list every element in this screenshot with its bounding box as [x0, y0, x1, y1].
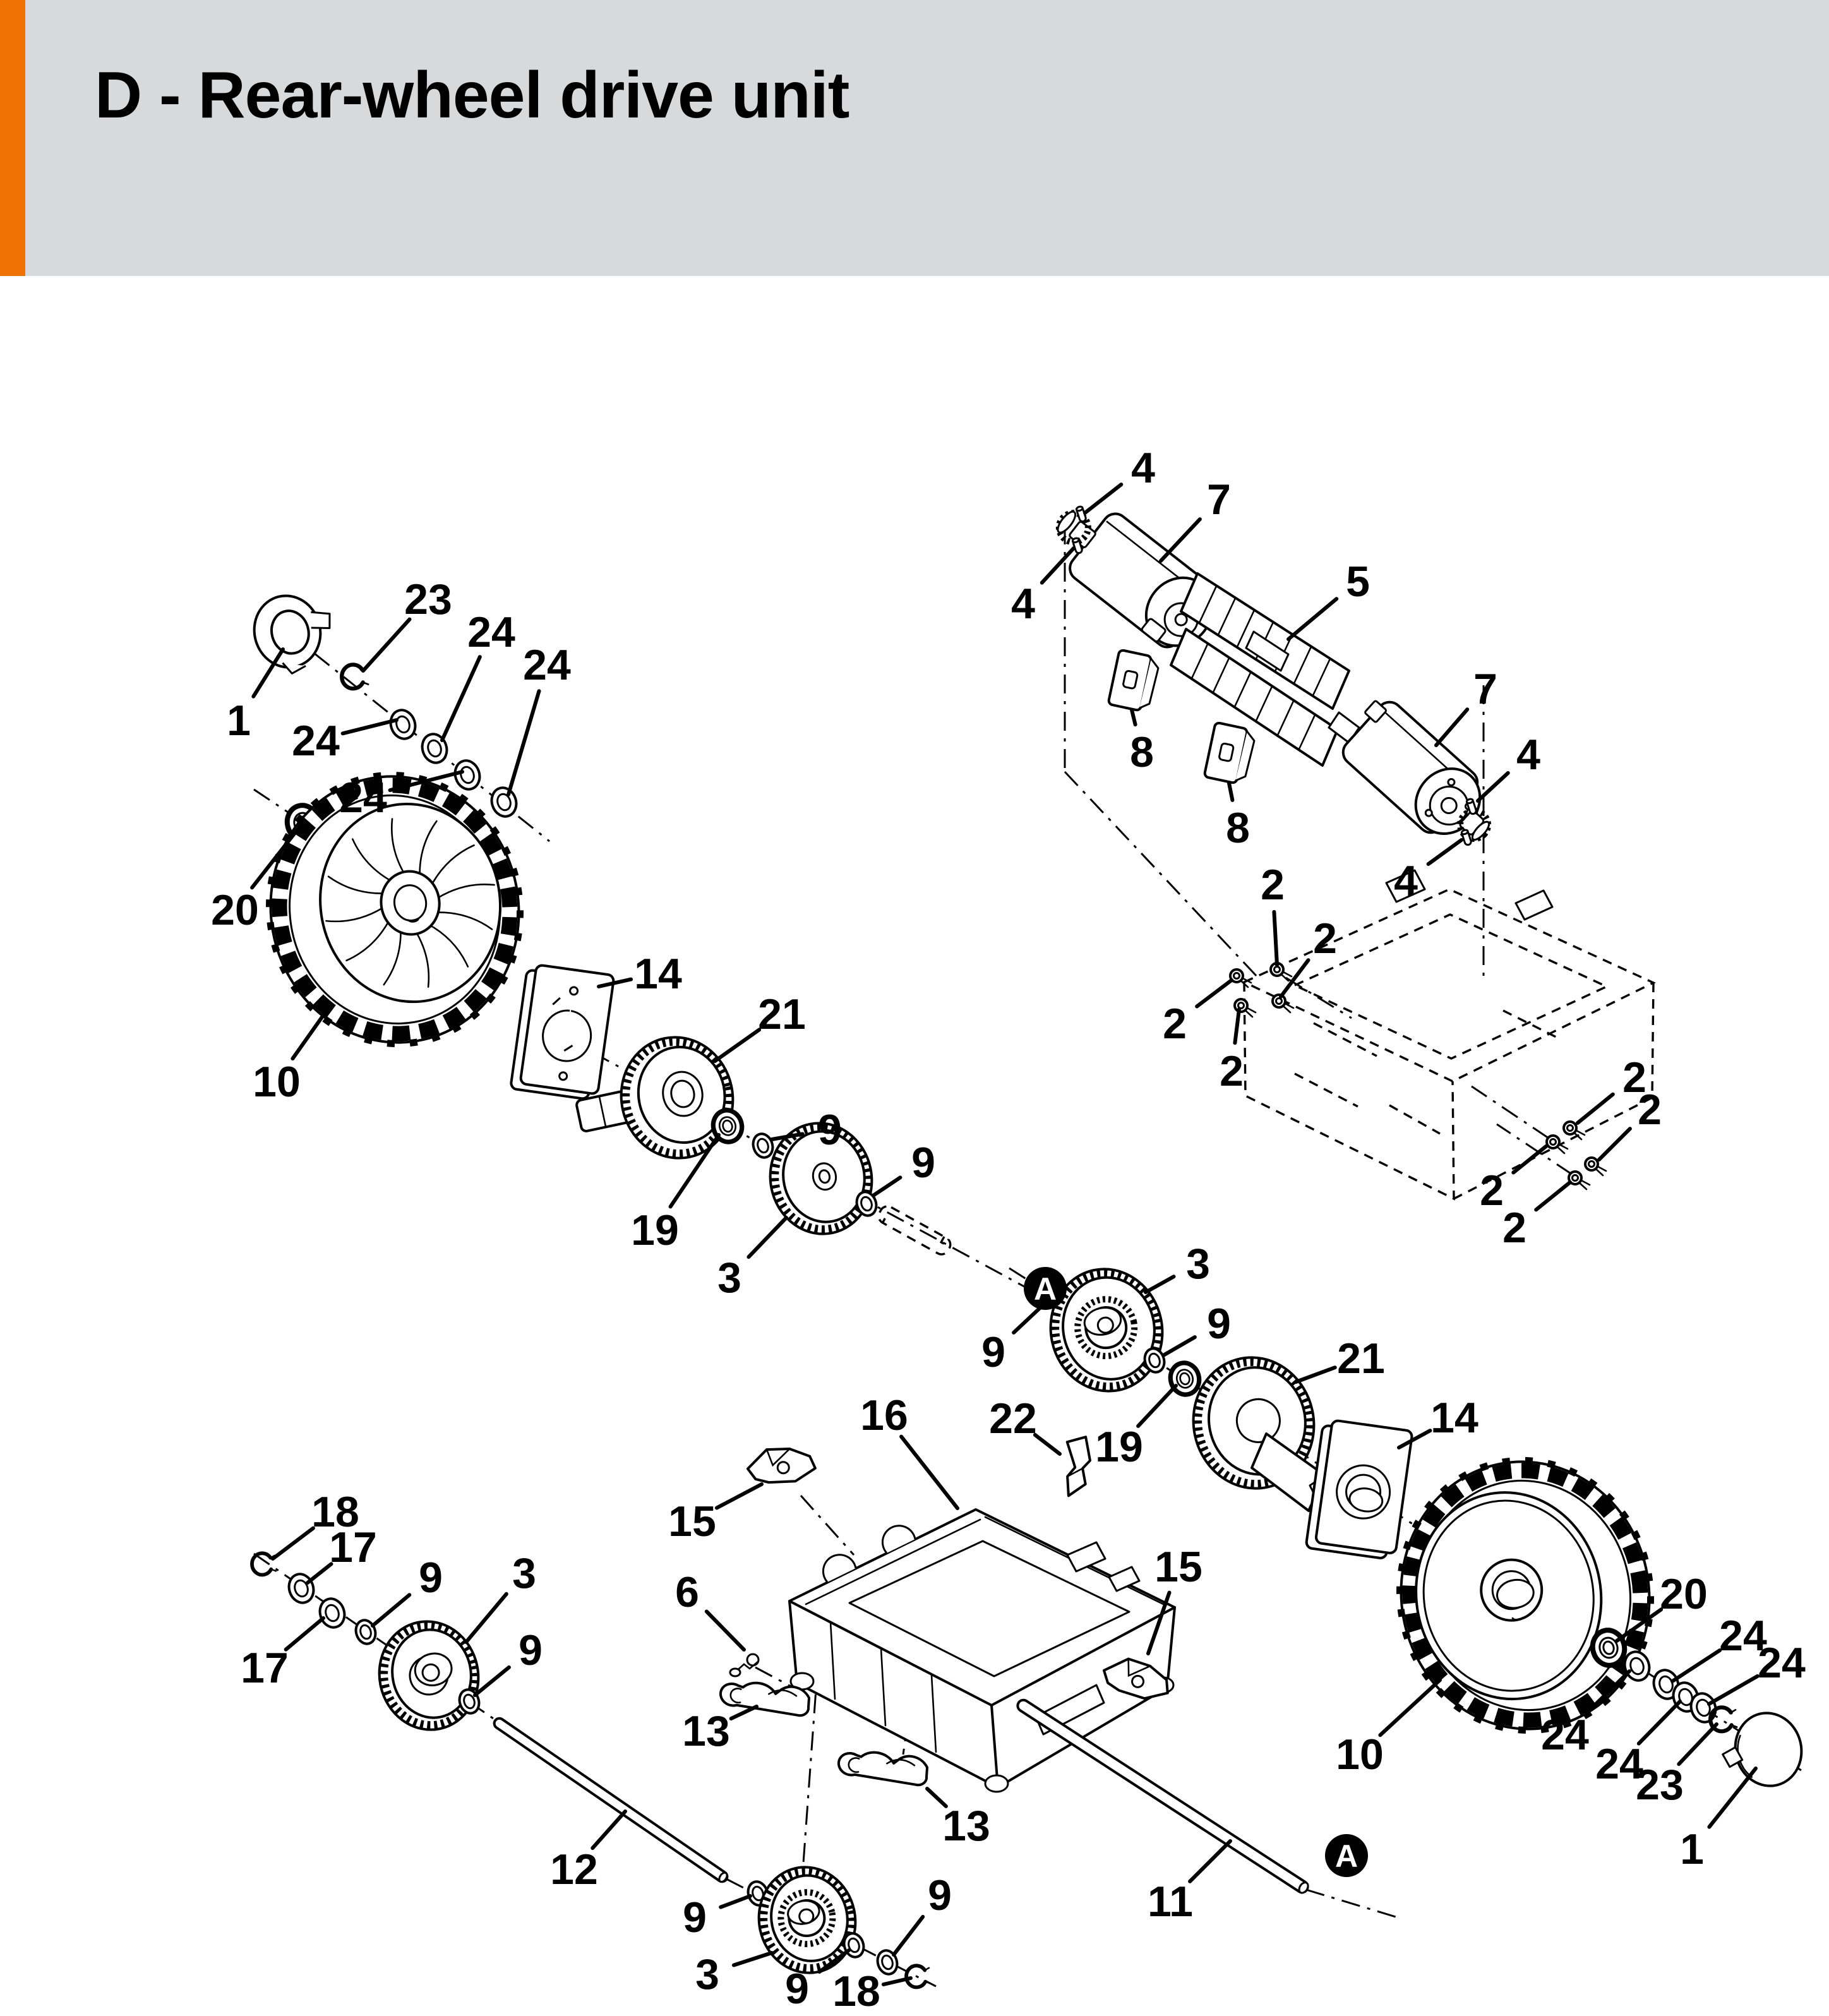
leader-line [1190, 1841, 1230, 1881]
part-number-label-9: 9 [519, 1626, 543, 1674]
leader-line [343, 720, 397, 733]
part-number-label-13: 13 [682, 1707, 730, 1755]
part-number-label-11: 11 [1148, 1878, 1193, 1926]
part-number-label-12: 12 [550, 1845, 598, 1893]
part-number-label-1: 1 [227, 697, 251, 745]
part-number-label-3: 3 [1186, 1240, 1210, 1288]
part-number-label-14: 14 [634, 950, 682, 998]
leader-line [1229, 783, 1232, 800]
leader-line [894, 1917, 923, 1955]
leader-line [1085, 484, 1121, 513]
motor-clip-right [1204, 723, 1256, 786]
part-number-label-9: 9 [785, 1965, 809, 2013]
rear-wheel-right [1379, 1441, 1672, 1750]
leader-line [1436, 709, 1467, 745]
part-number-label-2: 2 [1261, 861, 1285, 909]
leader-line [1163, 1337, 1195, 1355]
leader-line [1672, 1650, 1720, 1681]
leader-line [1235, 1009, 1239, 1043]
part-number-label-24: 24 [292, 717, 340, 765]
motor-clip-left [1108, 650, 1160, 713]
part-number-label-20: 20 [1660, 1570, 1708, 1618]
leader-line [292, 1014, 324, 1059]
assembly-marker-letter: A [1033, 1271, 1057, 1307]
hub-cap-left [246, 585, 342, 680]
leader-line [592, 1811, 625, 1848]
leader-line [1709, 1768, 1756, 1827]
part-number-label-6: 6 [675, 1568, 699, 1616]
leader-line [273, 1528, 313, 1559]
leader-line [308, 1564, 332, 1583]
part-number-label-15: 15 [668, 1497, 716, 1545]
leader-line [1709, 1676, 1758, 1704]
part-number-label-3: 3 [695, 1950, 719, 1998]
leader-line [734, 1953, 772, 1965]
part-number-label-2: 2 [1480, 1167, 1504, 1215]
part-number-label-9: 9 [911, 1139, 935, 1187]
part-number-label-2: 2 [1313, 915, 1337, 963]
leader-line [1429, 840, 1461, 864]
intermediate-gear-bottom-left [369, 1612, 488, 1739]
leader-line [442, 657, 480, 740]
part-number-label-23: 23 [404, 575, 452, 623]
leader-line [466, 1594, 507, 1642]
leader-line [748, 1218, 786, 1257]
leader-line [1042, 548, 1074, 583]
part-number-label-18: 18 [311, 1488, 359, 1536]
washer-17-a [285, 1571, 317, 1605]
washer-9-left-a [750, 1131, 776, 1160]
part-number-label-2: 2 [1638, 1086, 1662, 1134]
leader-line [475, 1667, 509, 1695]
leader-line [363, 620, 410, 671]
part-number-label-4: 4 [1011, 580, 1035, 628]
part-number-label-21: 21 [758, 990, 806, 1038]
leader-line [1035, 1435, 1060, 1454]
part-number-label-4: 4 [1394, 857, 1418, 905]
part-number-label-2: 2 [1502, 1204, 1526, 1252]
part-number-label-21: 21 [1337, 1335, 1385, 1383]
part-number-label-3: 3 [717, 1254, 741, 1302]
part-number-label-24: 24 [1719, 1612, 1767, 1660]
small-screw-clip [730, 1654, 759, 1676]
part-number-label-20: 20 [211, 886, 259, 934]
part-number-label-19: 19 [1095, 1423, 1143, 1471]
leader-line [707, 1612, 744, 1650]
circlip-bottom-left [252, 1553, 276, 1575]
leader-line [1578, 1095, 1613, 1123]
part-number-label-13: 13 [942, 1802, 990, 1850]
part-number-label-9: 9 [818, 1106, 842, 1154]
leader-line [1138, 1386, 1176, 1426]
friction-plate-left [510, 963, 614, 1100]
part-number-label-9: 9 [419, 1554, 443, 1602]
leader-line [1513, 1146, 1546, 1173]
part-number-label-7: 7 [1207, 476, 1231, 524]
leader-line [1639, 1701, 1680, 1744]
leader-line [373, 1595, 409, 1626]
part-number-label-9: 9 [683, 1893, 707, 1941]
leader-line [1380, 1680, 1440, 1735]
leader-line [901, 1437, 957, 1508]
shift-bracket-left [745, 1443, 817, 1487]
leader-line [1132, 710, 1136, 724]
leader-line [717, 1484, 762, 1508]
pinion-gear-bottom [749, 1858, 865, 1982]
leader-line [715, 1029, 759, 1061]
part-number-label-22: 22 [989, 1395, 1037, 1443]
part-number-label-3: 3 [512, 1549, 536, 1597]
axle-shaft-right [1016, 1698, 1310, 1894]
leader-line [731, 1707, 757, 1719]
part-number-label-14: 14 [1430, 1394, 1478, 1442]
chassis-screws [1230, 963, 1606, 1189]
part-number-label-24: 24 [339, 774, 387, 822]
part-number-label-4: 4 [1131, 444, 1155, 492]
part-number-label-18: 18 [832, 1967, 880, 2015]
part-number-label-10: 10 [253, 1058, 301, 1106]
part-number-label-8: 8 [1226, 804, 1250, 852]
part-number-label-24: 24 [1541, 1711, 1589, 1759]
part-number-label-17: 17 [329, 1523, 377, 1571]
leader-line [1599, 1129, 1630, 1160]
part-number-label-2: 2 [1220, 1047, 1244, 1095]
part-number-label-24: 24 [467, 608, 515, 656]
part-number-label-19: 19 [631, 1206, 679, 1254]
part-number-label-2: 2 [1622, 1053, 1646, 1101]
part-number-label-5: 5 [1346, 558, 1370, 606]
hub-cap-right [1715, 1706, 1809, 1796]
leader-line [1288, 599, 1336, 639]
leader-line [1536, 1182, 1570, 1209]
part-number-label-9: 9 [981, 1328, 1005, 1376]
housing-clip [1060, 1434, 1093, 1498]
part-number-label-7: 7 [1473, 665, 1497, 713]
leader-line [1478, 773, 1508, 801]
leader-line [874, 1177, 900, 1195]
leader-line [286, 1618, 323, 1650]
part-number-label-24: 24 [1595, 1740, 1643, 1788]
part-number-label-4: 4 [1516, 731, 1540, 779]
part-number-label-17: 17 [241, 1644, 289, 1692]
part-number-label-9: 9 [1207, 1300, 1231, 1348]
friction-plate-right [1305, 1419, 1412, 1560]
part-number-label-24: 24 [523, 641, 571, 689]
leader-line [1161, 519, 1200, 561]
gear-housing [789, 1509, 1175, 1792]
leader-line [1146, 1276, 1174, 1292]
part-number-label-2: 2 [1163, 1000, 1187, 1048]
page-title: D - Rear-wheel drive unit [95, 59, 849, 132]
part-number-label-15: 15 [1154, 1543, 1202, 1591]
leader-line [1679, 1724, 1717, 1764]
leader-line [508, 691, 539, 795]
leader-line [721, 1896, 750, 1907]
leader-line [1296, 1367, 1335, 1382]
leader-line [1197, 980, 1232, 1007]
part-number-label-8: 8 [1130, 728, 1154, 776]
part-number-label-9: 9 [928, 1871, 952, 1919]
part-number-label-10: 10 [1336, 1731, 1384, 1779]
part-number-label-23: 23 [1636, 1761, 1684, 1809]
part-number-label-16: 16 [860, 1391, 908, 1439]
part-number-label-1: 1 [1680, 1825, 1704, 1873]
leader-line [1274, 912, 1277, 965]
part-number-label-24: 24 [1758, 1639, 1806, 1687]
assembly-marker-letter: A [1334, 1839, 1358, 1874]
gearbox-chassis-outline [1244, 870, 1653, 1199]
